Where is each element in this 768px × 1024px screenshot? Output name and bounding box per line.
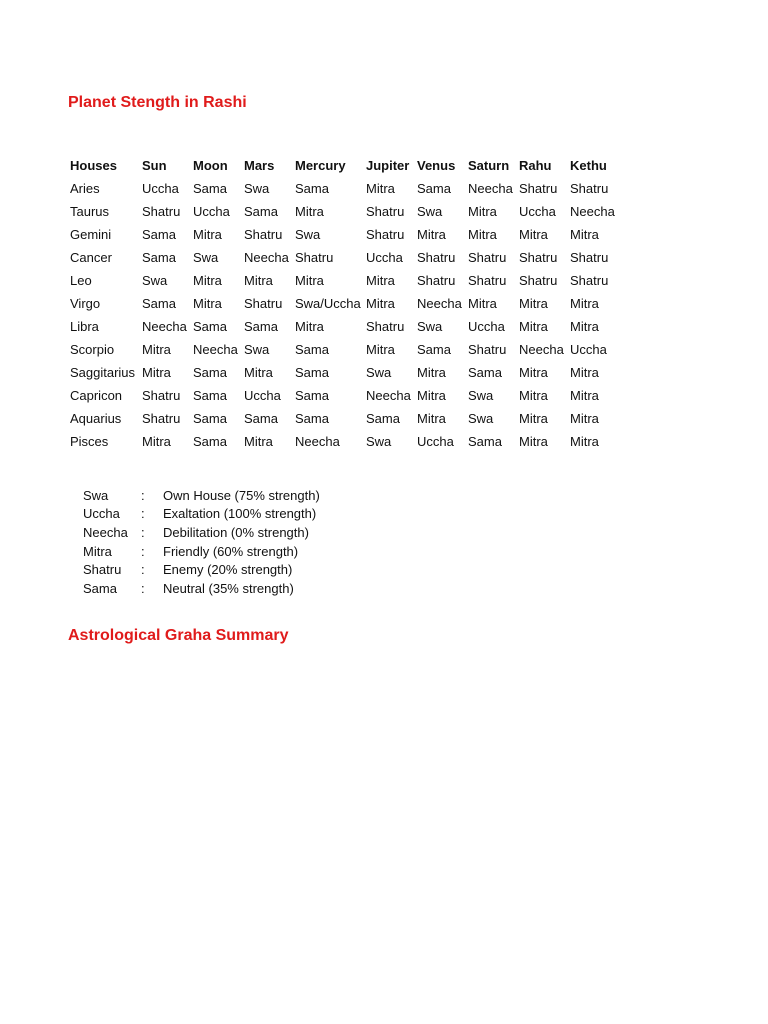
table-row [70,177,630,200]
strength-cell: Neecha [366,388,411,403]
strength-cell: Shatru [519,181,558,196]
strength-cell: Swa/Uccha [295,296,361,311]
strength-cell: Mitra [519,319,548,334]
strength-cell: Uccha [417,434,454,449]
strength-cell: Shatru [366,204,405,219]
strength-cell: Mitra [193,296,222,311]
legend-key: Sama [83,580,117,596]
strength-cell: Sama [142,250,176,265]
house-name-cell: Gemini [70,227,112,242]
strength-cell: Mitra [468,296,497,311]
house-name-cell: Scorpio [70,342,115,357]
strength-cell: Shatru [142,388,181,403]
strength-cell: Shatru [295,250,334,265]
strength-cell: Shatru [519,250,558,265]
column-header: Rahu [519,158,552,173]
house-name-cell: Aries [70,181,100,196]
table-row [70,292,630,315]
strength-cell: Shatru [244,227,283,242]
strength-cell: Sama [244,204,278,219]
strength-cell: Mitra [570,434,599,449]
strength-cell: Shatru [366,319,405,334]
strength-cell: Sama [193,365,227,380]
strength-cell: Swa [244,342,270,357]
strength-cell: Shatru [570,181,609,196]
strength-cell: Shatru [468,250,507,265]
strength-cell: Mitra [519,227,548,242]
strength-cell: Mitra [417,227,446,242]
strength-cell: Mitra [570,388,599,403]
house-name-cell: Capricon [70,388,123,403]
strength-cell: Mitra [244,273,273,288]
house-name-cell: Leo [70,273,92,288]
strength-cell: Neecha [244,250,289,265]
strength-cell: Mitra [468,227,497,242]
section-title: Astrological Graha Summary [68,627,289,644]
strength-cell: Shatru [366,227,405,242]
strength-cell: Mitra [142,434,171,449]
strength-cell: Sama [295,388,329,403]
strength-cell: Shatru [468,342,507,357]
strength-cell: Mitra [570,365,599,380]
strength-cell: Sama [366,411,400,426]
strength-cell: Swa [417,204,443,219]
strength-cell: Swa [295,227,321,242]
strength-cell: Mitra [366,342,395,357]
strength-cell: Neecha [519,342,564,357]
strength-cell: Mitra [142,342,171,357]
table-row [70,338,630,361]
strength-cell: Mitra [295,204,324,219]
strength-cell: Sama [142,227,176,242]
legend-description: Enemy (20% strength) [163,562,293,578]
strength-cell: Neecha [295,434,340,449]
strength-cell: Sama [468,434,502,449]
strength-cell: Shatru [468,273,507,288]
house-name-cell: Cancer [70,250,112,265]
legend-row [83,523,320,542]
legend-key: Uccha [83,506,120,522]
table-row [70,407,630,430]
strength-cell: Uccha [142,181,179,196]
strength-cell: Sama [295,411,329,426]
legend-key: Neecha [83,524,128,540]
strength-cell: Mitra [295,319,324,334]
strength-cell: Mitra [570,227,599,242]
strength-cell: Mitra [570,411,599,426]
house-name-cell: Libra [70,319,99,334]
column-header: Houses [70,158,117,173]
strength-cell: Mitra [468,204,497,219]
strength-cell: Swa [468,411,494,426]
strength-cell: Mitra [295,273,324,288]
strength-cell: Swa [366,434,392,449]
legend-description: Own House (75% strength) [163,487,320,503]
legend-separator: : [141,487,145,503]
strength-cell: Neecha [193,342,238,357]
strength-cell: Swa [193,250,219,265]
strength-cell: Shatru [142,411,181,426]
strength-cell: Sama [193,181,227,196]
legend-description: Exaltation (100% strength) [163,506,317,522]
strength-cell: Sama [295,181,329,196]
strength-cell: Shatru [142,204,181,219]
table-row [70,269,630,292]
strength-cell: Uccha [468,319,505,334]
strength-cell: Mitra [244,434,273,449]
house-name-cell: Saggitarius [70,365,136,380]
legend-row [83,579,320,598]
strength-cell: Swa [244,181,270,196]
strength-cell: Mitra [366,181,395,196]
legend-separator: : [141,524,145,540]
strength-cell: Mitra [142,365,171,380]
table-row [70,384,630,407]
strength-cell: Sama [193,411,227,426]
strength-cell: Neecha [468,181,513,196]
strength-cell: Mitra [519,388,548,403]
column-header: Sun [142,158,167,173]
strength-cell: Sama [193,434,227,449]
legend-key: Swa [83,487,109,503]
strength-cell: Mitra [519,365,548,380]
column-header: Kethu [570,158,607,173]
house-name-cell: Taurus [70,204,110,219]
strength-cell: Shatru [417,250,456,265]
strength-cell: Uccha [193,204,230,219]
strength-cell: Uccha [570,342,607,357]
strength-cell: Sama [244,319,278,334]
strength-cell: Mitra [366,273,395,288]
strength-cell: Neecha [417,296,462,311]
strength-cell: Mitra [519,296,548,311]
strength-cell: Mitra [570,296,599,311]
strength-cell: Mitra [417,411,446,426]
legend-description: Debilitation (0% strength) [163,524,309,540]
strength-cell: Swa [366,365,392,380]
legend-separator: : [141,506,145,522]
strength-cell: Mitra [366,296,395,311]
strength-cell: Neecha [142,319,187,334]
legend-row [83,505,320,524]
strength-cell: Neecha [570,204,615,219]
table-row [70,246,630,269]
column-header: Moon [193,158,228,173]
column-header: Jupiter [366,158,410,173]
strength-cell: Mitra [519,411,548,426]
strength-legend [83,486,320,598]
strength-cell: Shatru [244,296,283,311]
strength-cell: Mitra [417,388,446,403]
strength-cell: Mitra [417,365,446,380]
column-header: Mercury [295,158,346,173]
table-row [70,223,630,246]
strength-cell: Sama [417,181,451,196]
table-row [70,361,630,384]
strength-cell: Sama [193,319,227,334]
house-name-cell: Virgo [70,296,101,311]
strength-cell: Sama [468,365,502,380]
strength-cell: Sama [417,342,451,357]
strength-cell: Uccha [244,388,281,403]
strength-cell: Mitra [193,227,222,242]
strength-cell: Mitra [244,365,273,380]
strength-cell: Sama [193,388,227,403]
strength-cell: Swa [417,319,443,334]
legend-separator: : [141,580,145,596]
legend-description: Friendly (60% strength) [163,543,299,559]
strength-cell: Uccha [366,250,403,265]
legend-row [83,560,320,579]
legend-separator: : [141,562,145,578]
strength-cell: Shatru [570,250,609,265]
strength-cell: Sama [295,342,329,357]
legend-key: Mitra [83,543,112,559]
table-row [70,315,630,338]
strength-cell: Shatru [519,273,558,288]
legend-key: Shatru [83,562,122,578]
strength-cell: Mitra [570,319,599,334]
legend-row [83,486,320,505]
strength-cell: Mitra [193,273,222,288]
strength-cell: Shatru [570,273,609,288]
column-header: Mars [244,158,275,173]
strength-cell: Mitra [519,434,548,449]
table-row [70,200,630,223]
strength-cell: Sama [295,365,329,380]
house-name-cell: Pisces [70,434,109,449]
legend-row [83,542,320,561]
table-row [70,430,630,453]
strength-cell: Sama [142,296,176,311]
planet-strength-table [70,154,630,453]
page-title: Planet Stength in Rashi [68,94,247,111]
house-name-cell: Aquarius [70,411,122,426]
strength-cell: Uccha [519,204,556,219]
column-header: Saturn [468,158,510,173]
column-header: Venus [417,158,456,173]
strength-cell: Sama [244,411,278,426]
strength-cell: Swa [468,388,494,403]
strength-cell: Shatru [417,273,456,288]
legend-description: Neutral (35% strength) [163,580,294,596]
legend-separator: : [141,543,145,559]
strength-cell: Swa [142,273,168,288]
table-header-row [70,154,630,177]
